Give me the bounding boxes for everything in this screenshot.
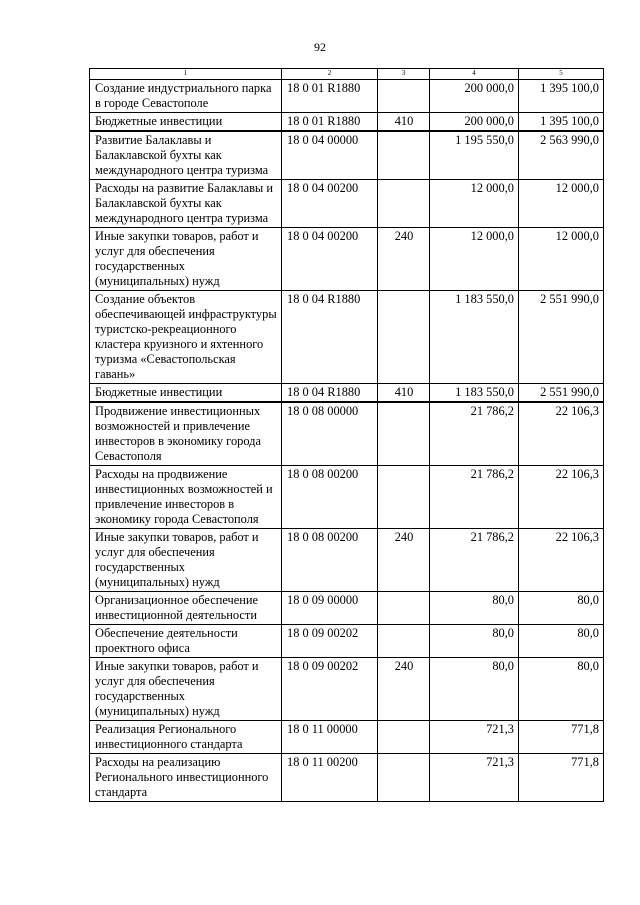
row-name: Расходы на продвижение инвестиционных возможностей и привлечение инвесторов в экономику города Севастополя: [90, 466, 282, 529]
row-code: 18 0 04 00000: [282, 131, 378, 180]
row-code: 18 0 04 00200: [282, 228, 378, 291]
row-expense-type: [378, 180, 430, 228]
row-sum-year-1: 12 000,0: [430, 180, 519, 228]
row-sum-year-2: 22 106,3: [519, 529, 604, 592]
row-name: Продвижение инвестиционных возможностей и привлечение инвесторов в экономику города Севастополя: [90, 402, 282, 466]
row-code: 18 0 01 R1880: [282, 113, 378, 132]
header-row: [90, 69, 604, 80]
row-code: 18 0 11 00200: [282, 754, 378, 802]
row-expense-type: [378, 291, 430, 384]
table-row: [90, 384, 604, 403]
row-sum-year-1: 200 000,0: [430, 80, 519, 113]
row-sum-year-2: 12 000,0: [519, 180, 604, 228]
row-sum-year-2: 771,8: [519, 721, 604, 754]
budget-table: [89, 68, 604, 802]
row-code: 18 0 08 00200: [282, 466, 378, 529]
row-name: Организационное обеспечение инвестиционной деятельности: [90, 592, 282, 625]
row-code: 18 0 01 R1880: [282, 80, 378, 113]
header-col-3: 3: [378, 69, 430, 80]
row-sum-year-1: 21 786,2: [430, 466, 519, 529]
row-sum-year-2: 1 395 100,0: [519, 113, 604, 132]
row-expense-type: [378, 466, 430, 529]
row-sum-year-1: 12 000,0: [430, 228, 519, 291]
row-code: 18 0 08 00000: [282, 402, 378, 466]
row-sum-year-2: 80,0: [519, 625, 604, 658]
table-row: [90, 721, 604, 754]
row-expense-type: [378, 402, 430, 466]
row-code: 18 0 09 00202: [282, 658, 378, 721]
row-name: Развитие Балаклавы и Балаклавской бухты как международного центра туризма: [90, 131, 282, 180]
row-sum-year-1: 21 786,2: [430, 529, 519, 592]
row-sum-year-2: 2 551 990,0: [519, 291, 604, 384]
table-row: [90, 592, 604, 625]
row-name: Реализация Регионального инвестиционного стандарта: [90, 721, 282, 754]
row-sum-year-2: 22 106,3: [519, 466, 604, 529]
row-sum-year-1: 721,3: [430, 754, 519, 802]
row-sum-year-1: 1 183 550,0: [430, 291, 519, 384]
row-code: 18 0 09 00202: [282, 625, 378, 658]
row-expense-type: 240: [378, 228, 430, 291]
row-sum-year-2: 771,8: [519, 754, 604, 802]
row-sum-year-1: 721,3: [430, 721, 519, 754]
row-expense-type: [378, 721, 430, 754]
row-expense-type: 240: [378, 658, 430, 721]
row-expense-type: 410: [378, 384, 430, 403]
table-row: [90, 228, 604, 291]
header-col-1: 1: [90, 69, 282, 80]
row-code: 18 0 09 00000: [282, 592, 378, 625]
row-expense-type: [378, 80, 430, 113]
table-row: [90, 291, 604, 384]
row-sum-year-2: 2 551 990,0: [519, 384, 604, 403]
row-sum-year-2: 80,0: [519, 592, 604, 625]
row-name: Создание объектов обеспечивающей инфраструктуры туристско-рекреационного кластера круизного и яхтенного туризма «Севастопольская гавань»: [90, 291, 282, 384]
row-expense-type: [378, 592, 430, 625]
row-sum-year-2: 2 563 990,0: [519, 131, 604, 180]
row-expense-type: 410: [378, 113, 430, 132]
row-sum-year-2: 22 106,3: [519, 402, 604, 466]
row-sum-year-1: 1 195 550,0: [430, 131, 519, 180]
row-expense-type: [378, 754, 430, 802]
row-sum-year-1: 80,0: [430, 625, 519, 658]
row-name: Создание индустриального парка в городе Севастополе: [90, 80, 282, 113]
row-sum-year-1: 80,0: [430, 658, 519, 721]
table-row: [90, 402, 604, 466]
table-row: [90, 529, 604, 592]
row-code: 18 0 04 R1880: [282, 384, 378, 403]
row-name: Обеспечение деятельности проектного офиса: [90, 625, 282, 658]
header-col-4: 4: [430, 69, 519, 80]
table-row: [90, 80, 604, 113]
table-row: [90, 625, 604, 658]
row-sum-year-2: 1 395 100,0: [519, 80, 604, 113]
table-row: [90, 131, 604, 180]
table-row: [90, 113, 604, 132]
header-col-2: 2: [282, 69, 378, 80]
row-sum-year-2: 80,0: [519, 658, 604, 721]
table-row: [90, 466, 604, 529]
row-sum-year-2: 12 000,0: [519, 228, 604, 291]
row-name: Иные закупки товаров, работ и услуг для обеспечения государственных (муниципальных) нужд: [90, 228, 282, 291]
row-sum-year-1: 80,0: [430, 592, 519, 625]
row-sum-year-1: 200 000,0: [430, 113, 519, 132]
page-number: 92: [314, 40, 326, 54]
row-expense-type: [378, 625, 430, 658]
row-name: Расходы на реализацию Регионального инвестиционного стандарта: [90, 754, 282, 802]
row-code: 18 0 11 00000: [282, 721, 378, 754]
header-col-5: 5: [519, 69, 604, 80]
row-code: 18 0 08 00200: [282, 529, 378, 592]
table-row: [90, 658, 604, 721]
table-row: [90, 180, 604, 228]
row-code: 18 0 04 00200: [282, 180, 378, 228]
row-code: 18 0 04 R1880: [282, 291, 378, 384]
table-row: [90, 754, 604, 802]
row-name: Иные закупки товаров, работ и услуг для обеспечения государственных (муниципальных) нужд: [90, 658, 282, 721]
row-name: Расходы на развитие Балаклавы и Балаклавской бухты как международного центра туризма: [90, 180, 282, 228]
row-name: Бюджетные инвестиции: [90, 384, 282, 403]
row-sum-year-1: 21 786,2: [430, 402, 519, 466]
row-expense-type: [378, 131, 430, 180]
row-sum-year-1: 1 183 550,0: [430, 384, 519, 403]
row-name: Бюджетные инвестиции: [90, 113, 282, 132]
row-expense-type: 240: [378, 529, 430, 592]
row-name: Иные закупки товаров, работ и услуг для обеспечения государственных (муниципальных) нужд: [90, 529, 282, 592]
